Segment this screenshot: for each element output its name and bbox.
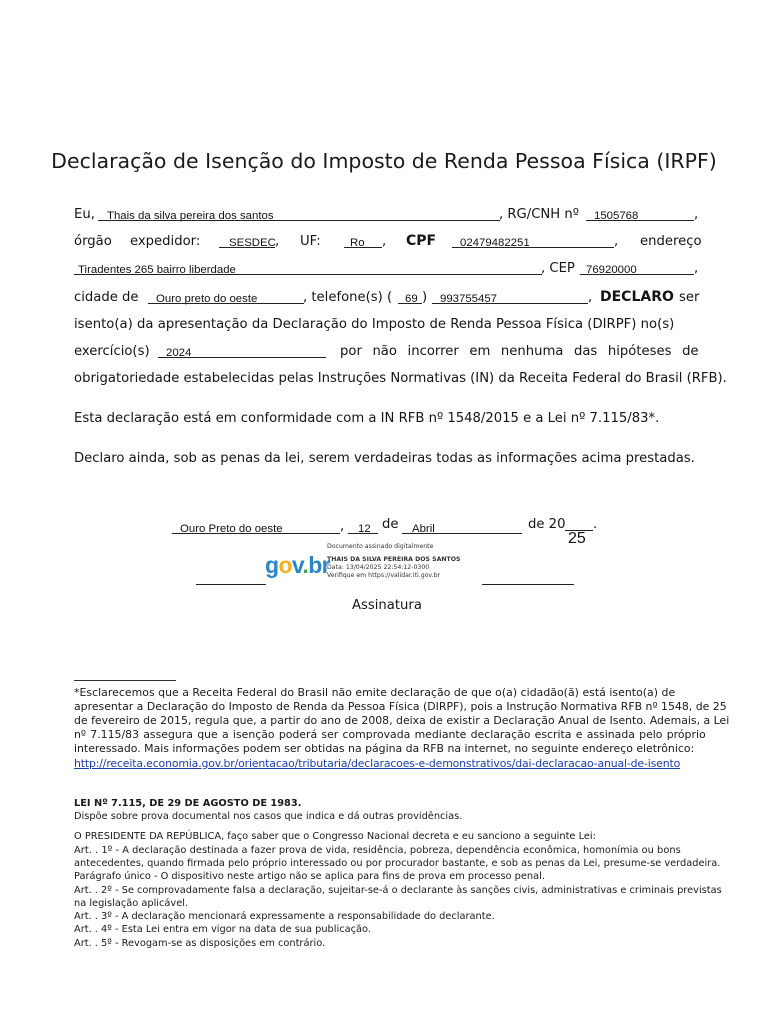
day-field[interactable]: 12 [358, 523, 371, 535]
day-underline [348, 533, 378, 534]
law-art4: Art. . 4º - Esta Lei entra em vigor na data de sua publicação. [74, 924, 371, 935]
signature-line-right [482, 584, 574, 585]
footnote-line-4: nº 7.115/83 assegura que a isenção poderá ser comprovada mediante declaração escrita e assinada pelo próprio [74, 728, 706, 741]
paragraph-declaro-ainda: Declaro ainda, sob as penas da lei, serem verdadeiras todas as informações acima prestadas. [74, 451, 695, 466]
expedidor-label: expedidor: [130, 234, 201, 249]
cpf-label: CPF [406, 233, 437, 249]
cidade-underline [148, 303, 304, 304]
ddd-field[interactable]: 69 [405, 293, 418, 305]
orgao-underline [219, 247, 275, 248]
ser-label: ser [679, 290, 700, 305]
month-field[interactable]: Abril [412, 523, 435, 535]
footnote-line-3: de fevereiro de 2015, regula que, a partir do ano de 2008, deixa de existir a Declaração Anual de Isento. Ademais, a Lei [74, 714, 730, 727]
law-art1-line1: Art. . 1º - A declaração destinada a fazer prova de vida, residência, pobreza, dependência econômica, homonímia ou bons [74, 845, 681, 856]
law-heading: LEI Nº 7.115, DE 29 DE AGOSTO DE 1983. [74, 798, 302, 809]
uf-field[interactable]: Ro [350, 237, 365, 249]
rg-field[interactable]: 1505768 [594, 210, 639, 222]
footnote-link[interactable]: http://receita.economia.gov.br/orientacao/tributaria/declaracoes-e-demonstrativos/dai-declaracao-anual-de-isento [74, 757, 681, 770]
exercicio-field[interactable]: 2024 [166, 347, 192, 359]
body-line-5: isento(a) da apresentação da Declaração do Imposto de Renda Pessoa Física (DIRPF) no(s) [74, 317, 675, 332]
law-art1-line2: antecedentes, quando firmada pelo próprio interessado ou por procurador bastante, e sob as penas da Lei, presume-se verdadeira. [74, 858, 721, 869]
month-underline [402, 533, 522, 534]
cep-field[interactable]: 76920000 [586, 264, 637, 276]
name-field[interactable]: Thais da silva pereira dos santos [107, 210, 274, 222]
rg-label: , RG/CNH nº [499, 207, 579, 222]
uf-label: UF: [300, 234, 321, 249]
rg-underline [586, 220, 694, 221]
govbr-logo: gov.br [265, 552, 331, 578]
cidade-field[interactable]: Ouro preto do oeste [156, 293, 258, 305]
cidade-label: cidade de [74, 290, 139, 305]
date-city-underline [172, 533, 340, 534]
name-underline [98, 220, 500, 221]
law-paragrafo-unico: Parágrafo único - O dispositivo neste artigo não se aplica para fins de prova em processo penal. [74, 871, 545, 882]
de-label-2: de 20 [528, 517, 566, 532]
endereco-label: endereço [640, 234, 702, 249]
orgao-field[interactable]: SESDEC [229, 237, 276, 249]
cep-underline [580, 274, 694, 275]
signature-label: Assinatura [352, 598, 422, 613]
date-city-field[interactable]: Ouro Preto do oeste [180, 523, 283, 535]
year-handwritten: 25 [568, 530, 586, 547]
footnote-line-5: interessado. Mais informações podem ser obtidas na página da RFB na internet, no seguinte endereço eletrônico: [74, 742, 695, 755]
paragraph-conformidade: Esta declaração está em conformidade com a IN RFB nº 1548/2015 e a Lei nº 7.115/83*. [74, 411, 660, 426]
declaro-label: DECLARO [600, 289, 674, 305]
signature-verify: Verifique em https://validar.iti.gov.br [327, 572, 441, 579]
exercicio-label: exercício(s) [74, 344, 150, 359]
cpf-underline [452, 247, 614, 248]
cpf-field[interactable]: 02479482251 [460, 237, 530, 249]
signer-name: THAIS DA SILVA PEREIRA DOS SANTOS [327, 556, 461, 563]
de-label-1: de [382, 517, 399, 532]
footnote-line-2: apresentar a Declaração do Imposto de Renda da Pessoa Física (DIRPF), pois a Instrução Normativa RFB nº 1548, de 25 [74, 700, 727, 713]
phone-field[interactable]: 993755457 [440, 293, 498, 305]
law-intro: O PRESIDENTE DA REPÚBLICA, faço saber que o Congresso Nacional decreta e eu sanciono a seguinte Lei: [74, 831, 596, 842]
body-line-7: obrigatoriedade estabelecidas pelas Instruções Normativas (IN) da Receita Federal do Brasil (RFB). [74, 371, 727, 386]
phone-underline [432, 303, 588, 304]
orgao-label: órgão [74, 234, 112, 249]
ddd-underline [398, 303, 422, 304]
cep-label: , CEP [541, 261, 575, 276]
uf-underline [344, 247, 382, 248]
address-underline [74, 274, 542, 275]
law-art2-line2: na legislação aplicável. [74, 898, 189, 909]
address-field[interactable]: Tiradentes 265 bairro liberdade [78, 264, 236, 276]
law-art2-line1: Art. . 2º - Se comprovadamente falsa a declaração, sujeitar-se-á o declarante às sanções civis, administrativas e criminais previstas [74, 885, 722, 896]
body-line-6: por não incorrer em nenhuma das hipóteses de [340, 344, 699, 359]
eu-label: Eu, [74, 207, 95, 222]
signature-date: Data: 13/04/2025 22:54:12-0300 [327, 564, 430, 571]
exercicio-underline [158, 357, 326, 358]
doc-signed-text: Documento assinado digitalmente [327, 543, 434, 550]
telefone-label: , telefone(s) ( [303, 290, 393, 305]
signature-line-left [196, 584, 266, 585]
law-art3: Art. . 3º - A declaração mencionará expressamente a responsabilidade do declarante. [74, 911, 495, 922]
footnote-line-1: *Esclarecemos que a Receita Federal do Brasil não emite declaração de que o(a) cidadão(ã) está isento(a) de [74, 686, 676, 699]
document-title: Declaração de Isenção do Imposto de Renda Pessoa Física (IRPF) [51, 149, 717, 173]
law-summary: Dispõe sobre prova documental nos casos que indica e dá outras providências. [74, 811, 463, 822]
footnote-separator [74, 680, 176, 681]
law-art5: Art. . 5º - Revogam-se as disposições em contrário. [74, 938, 326, 949]
